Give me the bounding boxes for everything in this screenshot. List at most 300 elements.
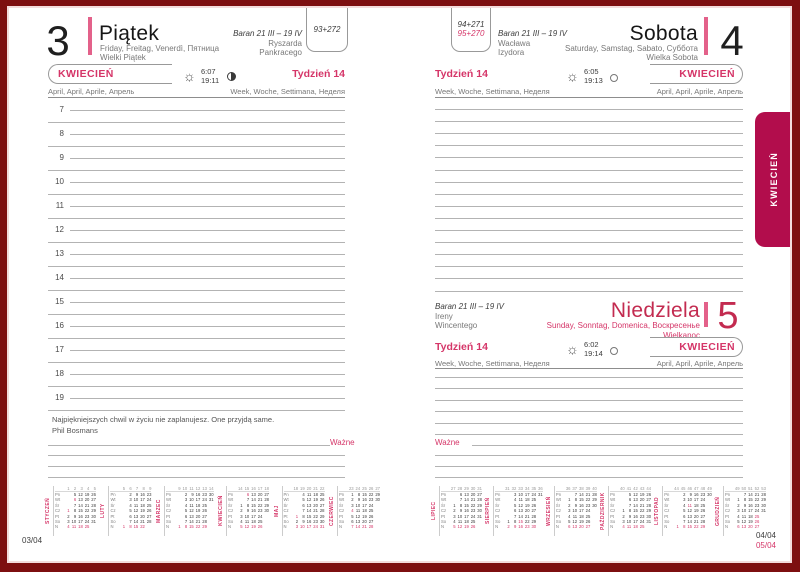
cal-date: 31	[646, 518, 652, 524]
cal-date: 21	[257, 497, 263, 503]
sun-icon: ☼	[183, 68, 196, 84]
week-number: 29	[464, 486, 469, 491]
week-number: 52	[754, 486, 760, 491]
cal-date: 26	[146, 508, 152, 514]
ruled-line	[435, 109, 743, 110]
hour-label: 16	[55, 321, 64, 330]
cal-date: 9	[357, 497, 361, 503]
week-number: 53	[761, 486, 766, 491]
cal-date: 27	[202, 513, 207, 519]
name-day-2: Izydora	[498, 48, 525, 57]
cal-date: 5	[73, 492, 77, 497]
half-hour-line	[48, 194, 345, 195]
cal-date: 6	[246, 492, 250, 497]
cal-date: 5	[628, 492, 632, 497]
cal-date: 9	[73, 513, 77, 519]
cal-date: 1	[240, 502, 243, 508]
cal-date: 29	[646, 508, 652, 514]
hour-grid	[48, 106, 345, 418]
notes-lines	[48, 455, 345, 489]
sunset-time: 19:14	[584, 349, 603, 358]
week-number: 26	[368, 486, 374, 491]
notes-lines	[435, 455, 743, 489]
day-of-year-sun: 95+270	[457, 29, 485, 38]
mini-calendar-grid	[53, 486, 96, 536]
cal-date: 22	[313, 513, 318, 519]
mini-calendar-grid	[226, 486, 269, 536]
ruled-line	[435, 477, 743, 478]
cal-day-abbrev: Pn	[724, 492, 731, 497]
mini-calendar-styczeń	[44, 486, 96, 536]
cal-date	[89, 524, 96, 529]
name-day-2: Pankracego	[259, 48, 302, 57]
cal-date: 14	[579, 492, 584, 497]
hour-line	[70, 374, 345, 375]
cal-date: 31	[761, 508, 766, 514]
cal-date: 8	[574, 497, 578, 503]
cal-day-abbrev: N	[441, 524, 445, 530]
cal-date: 17	[140, 497, 145, 503]
cal-date: 5	[453, 524, 456, 530]
cal-date: 25	[84, 524, 90, 530]
cal-date: 28	[700, 518, 706, 524]
cal-date: 22	[585, 497, 591, 503]
cal-day-abbrev: Pt	[283, 513, 288, 519]
week-number: 21	[313, 486, 318, 491]
cal-date: 11	[457, 518, 463, 524]
cal-date: 27	[646, 497, 652, 503]
cal-date: 14	[251, 497, 256, 503]
hour-line	[70, 158, 345, 159]
cal-date: 20	[693, 513, 699, 519]
cal-date: 2	[351, 497, 354, 503]
week-label: Tydzień 14	[435, 341, 488, 353]
cal-day-abbrev: N	[110, 524, 114, 530]
week-number: 19	[300, 486, 305, 491]
cal-date: 14	[464, 497, 469, 503]
cal-date: 18	[693, 502, 699, 508]
cal-date: 12	[244, 524, 250, 530]
hour-label: 10	[55, 177, 64, 186]
cal-day-abbrev: Pt	[110, 513, 115, 519]
cal-date: 24	[84, 518, 90, 524]
cal-date: 10	[189, 497, 194, 503]
cal-date: 23	[639, 513, 645, 519]
cal-date: 22	[84, 508, 90, 514]
cal-date: 21	[195, 518, 201, 524]
cal-date: 20	[362, 518, 367, 524]
cal-date: 15	[748, 497, 753, 503]
cal-spacer	[339, 486, 347, 491]
ruled-line	[435, 218, 743, 219]
cal-date: 30	[761, 502, 766, 508]
half-hour-line	[48, 170, 345, 171]
cal-date: 16	[362, 497, 367, 503]
cal-day-abbrev: N	[555, 524, 559, 530]
week-number: 25	[362, 486, 367, 491]
cal-date: 13	[189, 513, 194, 519]
half-hour-line	[48, 362, 345, 363]
day-number: 4	[720, 17, 744, 64]
week-number: 13	[202, 486, 207, 491]
cal-date: 4	[514, 497, 517, 503]
cal-day-abbrev: Pt	[228, 513, 233, 519]
cal-date: 17	[748, 508, 753, 514]
cal-date: 13	[464, 492, 469, 497]
important-label: Ważne	[435, 438, 460, 447]
cal-day-row	[110, 524, 151, 529]
cal-date: 6	[568, 524, 571, 530]
half-hour-line	[48, 146, 345, 147]
cal-date: 22	[368, 492, 374, 497]
cal-date: 26	[646, 492, 652, 497]
cal-date: 18	[140, 502, 145, 508]
cal-spacer	[441, 486, 449, 491]
cal-day-abbrev: Wt	[283, 497, 289, 503]
week-number: 47	[693, 486, 699, 491]
cal-date: 27	[531, 508, 537, 514]
cal-day-abbrev: Śr	[664, 502, 669, 508]
week-number: 42	[633, 486, 638, 491]
cal-date: 14	[633, 502, 638, 508]
cal-date: 13	[518, 508, 523, 514]
half-hour-line	[48, 314, 345, 315]
cal-date: 19	[748, 518, 753, 524]
cal-date: 9	[514, 524, 517, 530]
cal-date: 21	[470, 497, 476, 503]
cal-date: 28	[646, 502, 652, 508]
cal-date: 28	[319, 508, 325, 514]
hour-label: 17	[55, 345, 64, 354]
sun-times	[201, 67, 219, 85]
week-number: 38	[579, 486, 584, 491]
cal-day-abbrev: Cz	[228, 508, 234, 514]
ruled-line	[435, 377, 743, 378]
cal-date: 27	[264, 492, 270, 497]
week-number: 49	[707, 486, 712, 491]
day-name-translations: Saturday, Samstag, Sabato, Суббота	[564, 44, 698, 53]
cal-date: 28	[264, 497, 270, 503]
cal-date: 1	[67, 508, 70, 514]
cal-date: 2	[295, 518, 299, 524]
mini-calendar-month-label: SIERPIEŃ	[485, 497, 492, 525]
cal-spacer	[725, 486, 733, 491]
cal-date: 10	[741, 508, 747, 514]
cal-spacer	[55, 486, 63, 491]
cal-date: 16	[195, 492, 201, 497]
cal-date: 24	[202, 497, 207, 503]
cal-date: 12	[687, 508, 692, 514]
week-number: 41	[626, 486, 632, 491]
cal-date: 5	[683, 508, 686, 514]
cal-day-abbrev: Śr	[339, 502, 344, 508]
half-hour-line	[48, 122, 345, 123]
cal-date: 6	[302, 502, 305, 508]
cal-date: 7	[683, 518, 686, 524]
mini-calendar-month-label: PAŹDZIERNIK	[600, 492, 607, 530]
cal-date: 30	[319, 518, 325, 524]
ruled-line	[435, 170, 743, 171]
cal-date: 8	[246, 502, 250, 508]
cal-day-abbrev: So	[110, 518, 116, 524]
cal-date: 17	[362, 502, 367, 508]
cal-date	[759, 524, 766, 529]
cal-date: 28	[761, 492, 766, 497]
cal-date: 13	[306, 502, 312, 508]
sun-times	[584, 67, 603, 85]
cal-date: 15	[464, 502, 469, 508]
cal-date: 20	[639, 497, 645, 503]
cal-date: 4	[240, 518, 243, 524]
name-day-1: Ireny	[435, 312, 453, 321]
cal-date: 13	[741, 524, 747, 530]
mini-calendar-month-label: KWIECIEŃ	[218, 495, 225, 527]
cal-date: 29	[477, 502, 482, 508]
ruled-line	[435, 206, 743, 207]
cal-date: 31	[538, 492, 543, 497]
cal-day-abbrev: Śr	[610, 502, 615, 508]
week-number: 40	[619, 486, 625, 491]
cal-date: 30	[477, 508, 482, 514]
week-number: 23	[348, 486, 354, 491]
cal-date: 17	[195, 497, 201, 503]
cal-date: 30	[91, 513, 96, 519]
cal-date: 24	[368, 502, 374, 508]
name-day-1: Wacława	[498, 39, 531, 48]
cal-date: 17	[306, 524, 312, 530]
hour-label: 18	[55, 369, 64, 378]
cal-date: 15	[133, 524, 139, 530]
cal-day-row	[339, 524, 380, 529]
cal-date: 6	[184, 513, 188, 519]
cal-date: 19	[464, 524, 469, 530]
cal-day-row	[166, 524, 214, 529]
cal-date: 24	[639, 518, 645, 524]
week-label: Tydzień 14	[435, 68, 488, 80]
ruled-line	[435, 145, 743, 146]
cal-date: 27	[585, 524, 591, 530]
cal-date: 14	[748, 492, 753, 497]
day-name: Sobota	[629, 22, 698, 45]
mini-calendar-grid	[493, 486, 543, 536]
cal-day-abbrev: Śr	[283, 502, 288, 508]
mini-calendar-grid	[108, 486, 151, 536]
cal-date: 26	[368, 513, 374, 519]
cal-date: 24	[700, 497, 706, 503]
mini-calendar-month-label: LISTOPAD	[654, 496, 661, 526]
cal-date	[262, 524, 269, 529]
hour-line	[70, 134, 345, 135]
cal-date: 26	[202, 508, 207, 514]
cal-date: 22	[754, 497, 760, 503]
week-number: 5	[93, 486, 96, 491]
mini-calendar-month-label: WRZESIEŃ	[545, 496, 552, 526]
cal-date: 2	[622, 513, 625, 519]
mini-calendar-month-label: CZERWIEC	[329, 496, 336, 526]
cal-date	[207, 524, 214, 529]
cal-date: 18	[633, 524, 638, 530]
cal-date: 23	[470, 508, 476, 514]
cal-date: 26	[470, 524, 476, 530]
moon-phase-icon	[227, 72, 236, 81]
cal-date: 17	[693, 497, 699, 503]
cal-date: 15	[687, 524, 692, 530]
cal-date: 31	[319, 524, 325, 530]
cal-day-row	[55, 524, 96, 529]
cal-date: 10	[457, 513, 463, 519]
hour-label: 15	[55, 297, 64, 306]
cal-date: 7	[73, 502, 77, 508]
cal-day-abbrev: Cz	[724, 508, 731, 514]
cal-day-abbrev: Wt	[110, 497, 116, 503]
cal-date: 24	[257, 513, 263, 519]
cal-day-abbrev: Cz	[495, 508, 501, 514]
ruled-line	[435, 388, 743, 389]
cal-day-abbrev: Pn	[441, 492, 447, 497]
cal-date: 22	[140, 524, 145, 530]
ruled-line	[435, 411, 743, 412]
header-separator	[48, 97, 345, 98]
cal-date: 22	[257, 502, 263, 508]
cal-date: 11	[355, 508, 361, 514]
mini-calendar-grid	[608, 486, 651, 536]
cal-date: 20	[195, 513, 201, 519]
week-number: 9	[149, 486, 152, 491]
cal-date: 4	[622, 524, 625, 530]
mini-calendars-right	[430, 486, 766, 536]
cal-date: 6	[683, 513, 686, 519]
cal-date	[536, 524, 543, 529]
cal-date: 12	[457, 524, 463, 530]
mini-calendar-grid	[439, 486, 482, 536]
cal-date: 26	[700, 508, 706, 514]
cal-date: 8	[683, 524, 686, 530]
cal-day-abbrev: Śr	[228, 502, 233, 508]
week-number: 36	[538, 486, 543, 491]
cal-date: 3	[514, 492, 517, 497]
cal-date: 27	[91, 497, 96, 503]
ruled-line	[435, 278, 743, 279]
week-number: 8	[142, 486, 145, 491]
cal-date: 12	[572, 518, 578, 524]
cal-day-abbrev: Pt	[441, 513, 445, 519]
cal-date: 13	[251, 492, 256, 497]
cal-date: 19	[362, 513, 367, 519]
hour-label: 9	[59, 153, 64, 162]
cal-day-abbrev: Pt	[495, 513, 500, 519]
cal-date: 12	[133, 508, 139, 514]
cal-date: 7	[129, 518, 132, 524]
cal-date: 4	[568, 513, 571, 519]
cal-date: 17	[78, 518, 83, 524]
cal-date: 4	[737, 513, 740, 519]
week-number: 28	[457, 486, 463, 491]
cal-date: 4	[302, 492, 305, 497]
cal-date: 2	[507, 524, 510, 530]
cal-day-row	[664, 524, 712, 529]
cal-date: 9	[628, 513, 632, 519]
cal-date: 9	[574, 502, 578, 508]
cal-date: 11	[518, 497, 523, 503]
half-hour-line	[48, 290, 345, 291]
cal-date: 16	[251, 508, 256, 514]
cal-date: 27	[700, 513, 706, 519]
cal-date: 16	[633, 513, 638, 519]
cal-date: 11	[741, 513, 747, 519]
ruled-line	[435, 400, 743, 401]
ruled-line	[435, 242, 743, 243]
cal-date: 7	[246, 497, 250, 503]
cal-date: 23	[202, 492, 207, 497]
cal-date: 4	[129, 502, 132, 508]
cal-date: 4	[351, 508, 354, 514]
cal-day-abbrev: Pn	[664, 492, 670, 497]
week-number: 27	[450, 486, 456, 491]
week-number: 11	[189, 486, 194, 491]
cal-date: 20	[140, 513, 145, 519]
week-number: 44	[674, 486, 679, 491]
ruled-line	[435, 291, 743, 292]
week-number: 9	[178, 486, 181, 491]
cal-date: 30	[707, 492, 712, 497]
cal-date: 12	[78, 492, 83, 497]
week-number: 14	[237, 486, 243, 491]
cal-date: 2	[67, 513, 70, 519]
cal-date: 28	[368, 524, 374, 530]
cal-date: 25	[700, 502, 706, 508]
saturday-lines	[435, 109, 743, 294]
cal-date: 5	[302, 497, 305, 503]
week-number: 27	[375, 486, 380, 491]
hour-label: 11	[55, 201, 64, 210]
cal-date: 15	[518, 518, 523, 524]
footer-date-sun: 05/04	[755, 541, 776, 550]
cal-date: 25	[368, 508, 374, 514]
ruled-line	[48, 477, 345, 478]
week-translations: Week, Woche, Settimana, Неделя	[435, 87, 550, 96]
cal-day-abbrev: Śr	[441, 502, 446, 508]
holiday-note: Wielka Sobota	[646, 53, 698, 62]
cal-date: 3	[240, 513, 243, 519]
mini-calendar-month-label: MARZEC	[155, 499, 162, 523]
cal-date	[644, 524, 651, 529]
mini-calendar-październik	[599, 486, 651, 536]
week-number: 15	[244, 486, 250, 491]
cal-date: 16	[140, 492, 145, 497]
moon-phase-icon	[610, 74, 618, 82]
cal-date: 29	[531, 518, 537, 524]
cal-date: 20	[470, 492, 476, 497]
cal-day-abbrev: N	[228, 524, 232, 530]
cal-date: 20	[524, 508, 530, 514]
week-number: 31	[505, 486, 510, 491]
cal-date: 25	[257, 518, 263, 524]
cal-date: 15	[362, 492, 367, 497]
hour-line	[70, 182, 345, 183]
cal-date: 9	[459, 508, 463, 514]
cal-date: 16	[464, 508, 469, 514]
cal-date: 12	[189, 508, 194, 514]
cal-day-abbrev: Pn	[610, 492, 616, 497]
cal-day-abbrev: Pt	[165, 513, 170, 519]
cal-date: 24	[531, 492, 537, 497]
cal-date: 19	[313, 497, 318, 503]
cal-day-abbrev: N	[55, 524, 59, 530]
cal-date: 6	[737, 524, 740, 530]
week-number: 18	[293, 486, 299, 491]
cal-date: 11	[626, 524, 632, 530]
mini-calendar-grudzień	[714, 486, 766, 536]
